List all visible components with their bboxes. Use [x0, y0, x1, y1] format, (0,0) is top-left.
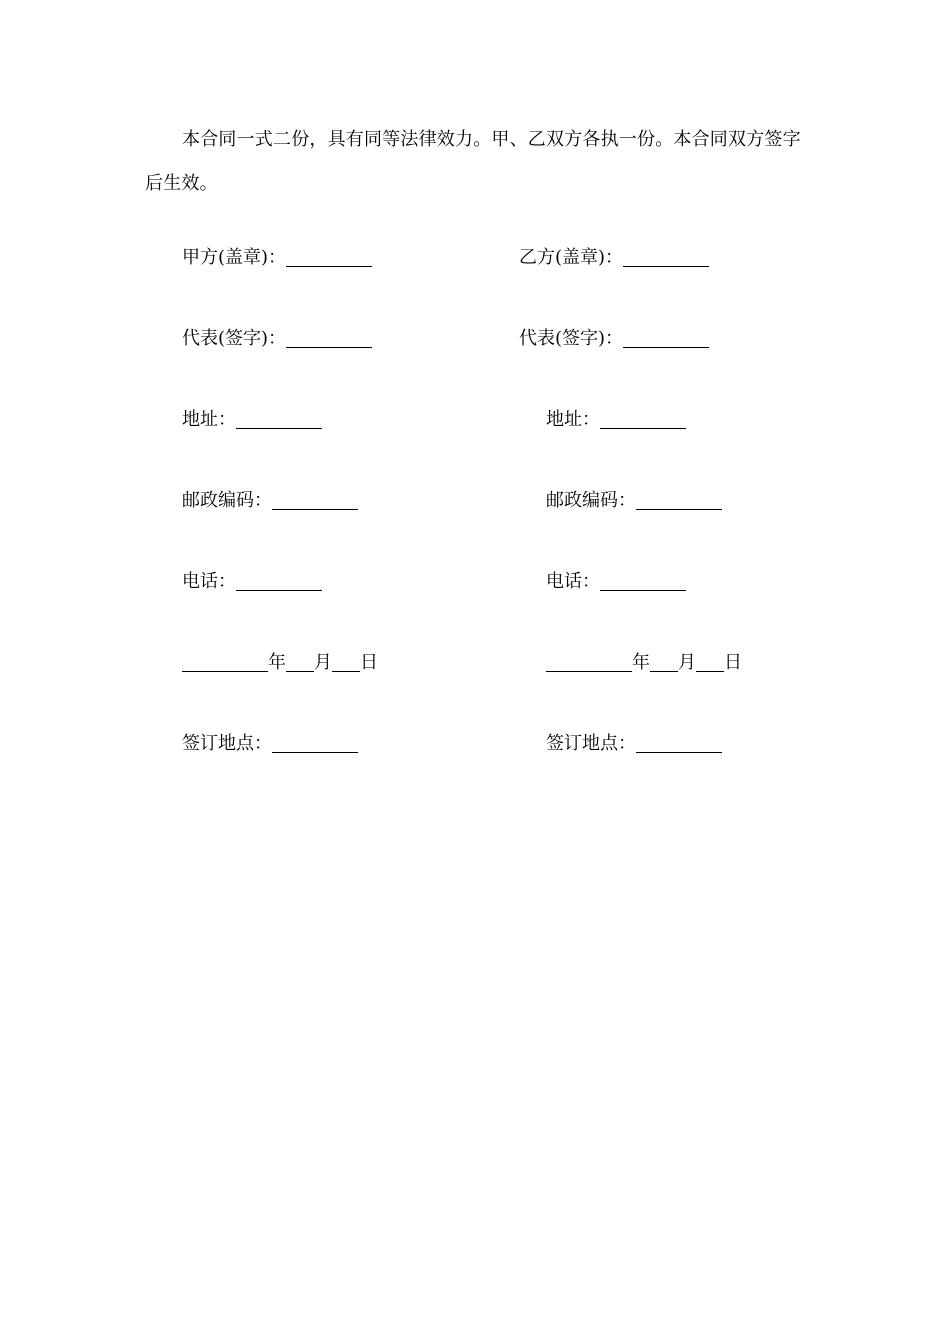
party-b-place-blank[interactable]	[636, 734, 722, 753]
party-b-day-blank[interactable]	[696, 653, 724, 672]
party-a-address-label: 地址：	[182, 409, 236, 430]
party-a-seal-blank[interactable]	[286, 248, 372, 267]
party-b-postcode-blank[interactable]	[636, 491, 722, 510]
party-b-phone-blank[interactable]	[600, 572, 686, 591]
party-a-rep-field	[182, 327, 372, 351]
party-a-day-blank[interactable]	[332, 653, 360, 672]
party-b-month-label: 月	[678, 652, 696, 673]
party-b-address-label: 地址：	[546, 409, 600, 430]
party-a-address-field	[182, 408, 322, 432]
party-a-month-label: 月	[314, 652, 332, 673]
party-b-date-field	[546, 651, 742, 675]
party-b-day-label: 日	[724, 652, 742, 673]
party-b-postcode-field	[546, 489, 722, 513]
party-b-place-field	[546, 732, 722, 756]
party-b-place-label: 签订地点：	[546, 733, 636, 754]
party-a-postcode-blank[interactable]	[272, 491, 358, 510]
party-a-place-field	[182, 732, 358, 756]
party-a-postcode-label: 邮政编码：	[182, 490, 272, 511]
party-a-rep-blank[interactable]	[286, 329, 372, 348]
party-b-seal-blank[interactable]	[623, 248, 709, 267]
party-b-month-blank[interactable]	[650, 653, 678, 672]
party-b-year-blank[interactable]	[546, 653, 632, 672]
party-a-month-blank[interactable]	[286, 653, 314, 672]
party-a-date-field	[182, 651, 378, 675]
party-a-seal-label: 甲方(盖章)：	[182, 247, 287, 268]
party-a-seal-field	[182, 246, 372, 270]
party-b-rep-label: 代表(签字)：	[519, 328, 624, 349]
party-b-phone-label: 电话：	[546, 571, 600, 592]
party-b-rep-blank[interactable]	[623, 329, 709, 348]
party-b-seal-label: 乙方(盖章)：	[519, 247, 624, 268]
party-a-rep-label: 代表(签字)：	[182, 328, 287, 349]
party-b-year-label: 年	[632, 652, 650, 673]
party-a-place-label: 签订地点：	[182, 733, 272, 754]
party-b-seal-field	[519, 246, 709, 270]
party-a-day-label: 日	[360, 652, 378, 673]
party-a-phone-field	[182, 570, 322, 594]
party-a-year-label: 年	[268, 652, 286, 673]
party-b-phone-field	[546, 570, 686, 594]
party-b-address-field	[546, 408, 686, 432]
party-a-place-blank[interactable]	[272, 734, 358, 753]
party-a-year-blank[interactable]	[182, 653, 268, 672]
party-a-phone-label: 电话：	[182, 571, 236, 592]
party-a-postcode-field	[182, 489, 358, 513]
party-a-address-blank[interactable]	[236, 410, 322, 429]
party-b-address-blank[interactable]	[600, 410, 686, 429]
party-b-postcode-label: 邮政编码：	[546, 490, 636, 511]
contract-clause: 本合同一式二份，具有同等法律效力。甲、乙双方各执一份。本合同双方签字后生效。	[145, 129, 801, 194]
party-a-phone-blank[interactable]	[236, 572, 322, 591]
party-b-rep-field	[519, 327, 709, 351]
